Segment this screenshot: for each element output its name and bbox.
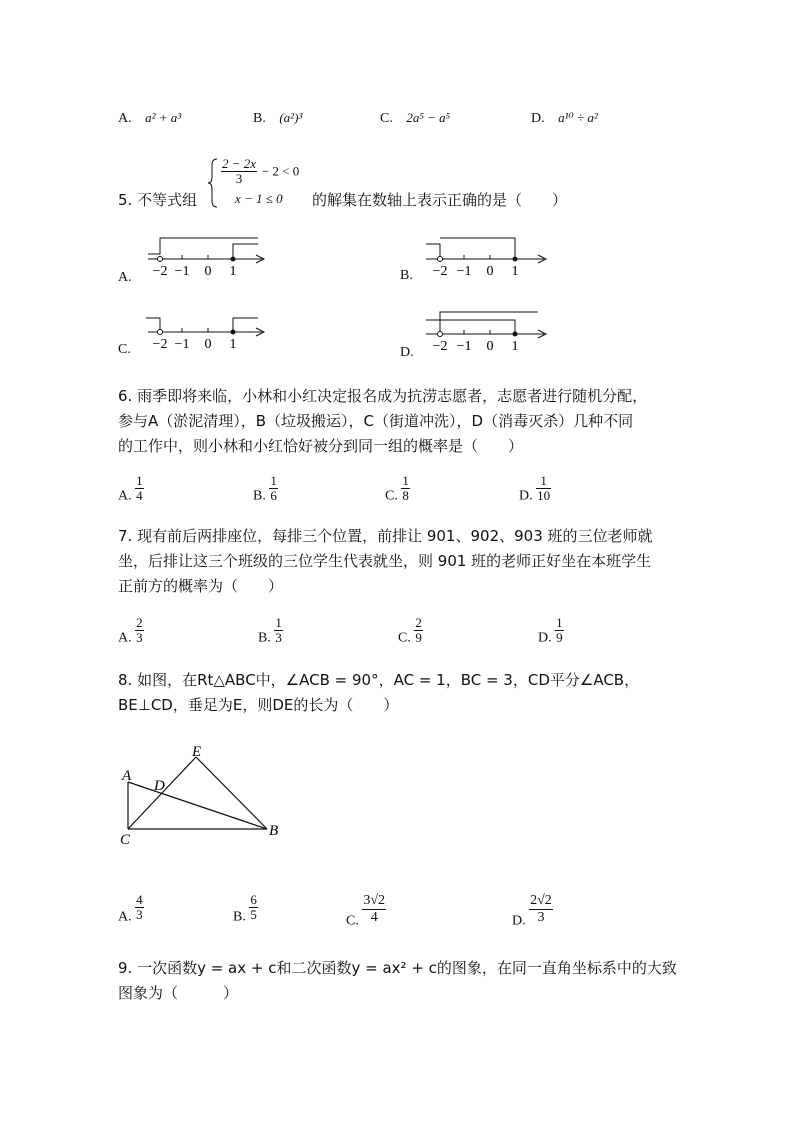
numerator: 1 xyxy=(402,473,409,488)
q4-option-b[interactable] xyxy=(253,110,302,127)
numerator: 2 xyxy=(415,615,422,630)
q7-option-b[interactable] xyxy=(258,616,283,647)
option-label: B. xyxy=(253,488,266,504)
brace-icon xyxy=(207,157,219,209)
q4-option-d[interactable] xyxy=(531,110,598,127)
option-label: D. xyxy=(519,488,533,504)
denominator: 3 xyxy=(537,910,545,925)
numerator: 6 xyxy=(250,892,257,907)
point-label-a: A xyxy=(122,768,132,784)
q6-option-b[interactable] xyxy=(253,474,278,505)
q5-option-a-label[interactable]: A. xyxy=(118,270,132,285)
option-expression: a² + a³ xyxy=(145,110,182,125)
q4-option-a[interactable] xyxy=(118,110,181,127)
tick-label: 0 xyxy=(486,264,494,279)
numerator: 2 xyxy=(136,615,143,630)
tick-label: 1 xyxy=(229,337,237,352)
numerator: 1 xyxy=(136,473,143,488)
option-label: C. xyxy=(385,488,398,504)
q7-line-3: 正前方的概率为（ ） xyxy=(118,577,284,595)
ineq1-fraction xyxy=(221,157,257,186)
tick-label: −1 xyxy=(456,339,472,354)
denominator: 10 xyxy=(537,488,551,503)
option-label: A. xyxy=(118,111,132,126)
ineq2: x − 1 ≤ 0 xyxy=(235,191,283,206)
numerator: 2√2 xyxy=(530,893,552,908)
q5-number-line-d[interactable] xyxy=(418,308,552,354)
q5-option-b-label[interactable]: B. xyxy=(400,268,413,283)
q8-option-d[interactable] xyxy=(512,893,553,930)
q6-line-3: 的工作中，则小林和小红恰好被分到同一组的概率是（ ） xyxy=(118,437,524,455)
point-label-d: D xyxy=(154,778,165,794)
q7-option-a[interactable] xyxy=(118,616,144,647)
ineq1-numerator: 2 − 2x xyxy=(222,156,257,171)
q8-triangle-figure xyxy=(112,740,292,852)
tick-label: −2 xyxy=(432,264,448,279)
numerator: 1 xyxy=(556,615,563,630)
q7-line-1: 7. 现有前后两排座位，每排三个位置，前排让 901、902、903 班的三位老师就 xyxy=(118,527,653,545)
tick-label: 0 xyxy=(204,264,212,279)
ineq1-denominator: 3 xyxy=(235,171,243,186)
denominator: 8 xyxy=(402,488,409,503)
tick-label: −1 xyxy=(456,264,472,279)
tick-label: 1 xyxy=(511,339,519,354)
q6-option-a[interactable] xyxy=(118,474,144,505)
q8-line-1: 8. 如图，在Rt△ABC中，∠ACB = 90°，AC = 1，BC = 3，CD平分∠ACB， xyxy=(118,671,640,689)
q8-option-c[interactable] xyxy=(346,893,386,930)
q4-option-c[interactable] xyxy=(380,110,450,127)
q7-option-d[interactable] xyxy=(538,616,564,647)
tick-label: −1 xyxy=(174,337,190,352)
option-expression: a¹⁰ ÷ a² xyxy=(558,110,598,125)
denominator: 3 xyxy=(136,907,143,922)
question-number: 5. xyxy=(118,191,133,209)
numerator: 3√2 xyxy=(363,893,386,908)
tick-label: −2 xyxy=(432,339,448,354)
option-label: B. xyxy=(233,909,246,925)
tick-label: 0 xyxy=(204,337,212,352)
option-label: D. xyxy=(512,913,526,929)
tick-label: −2 xyxy=(152,264,168,279)
option-label: A. xyxy=(118,909,132,925)
point-label-c: C xyxy=(120,832,131,848)
option-label: A. xyxy=(118,488,132,504)
question-text: 的解集在数轴上表示正确的是（ ） xyxy=(312,191,568,209)
tick-label: −1 xyxy=(174,264,190,279)
q7-line-2: 坐，后排让这三个班级的三位学生代表就坐，则 901 班的老师正好坐在本班学生 xyxy=(118,552,652,570)
question-text: 不等式组 xyxy=(137,191,198,209)
option-expression: (a²)³ xyxy=(279,110,303,125)
option-label: D. xyxy=(531,111,545,126)
point-label-b: B xyxy=(269,823,279,839)
tick-label: −2 xyxy=(152,337,168,352)
option-expression: 2a⁵ − a⁵ xyxy=(406,110,451,125)
q7-option-c[interactable] xyxy=(398,616,423,647)
ineq1-rest: − 2 < 0 xyxy=(261,163,300,179)
option-label: B. xyxy=(253,111,266,126)
numerator: 1 xyxy=(275,615,282,630)
denominator: 4 xyxy=(136,488,143,503)
numerator: 1 xyxy=(270,473,277,488)
denominator: 9 xyxy=(415,630,422,645)
q9-line-2: 图象为（ ） xyxy=(118,984,239,1002)
q8-option-a[interactable] xyxy=(118,893,144,926)
q5-number-line-c[interactable] xyxy=(140,310,270,354)
q5-option-d-label[interactable]: D. xyxy=(400,345,414,360)
q5-number-and-lead xyxy=(118,188,197,213)
denominator: 6 xyxy=(270,488,277,503)
option-label: C. xyxy=(380,111,393,126)
denominator: 3 xyxy=(136,630,143,645)
q8-line-2: BE⊥CD，垂足为E，则DE的长为（ ） xyxy=(118,696,399,714)
option-label: A. xyxy=(118,630,132,646)
q6-option-d[interactable] xyxy=(519,474,551,505)
q8-option-b[interactable] xyxy=(233,893,258,926)
option-label: D. xyxy=(538,630,552,646)
denominator: 4 xyxy=(370,910,378,925)
q6-line-1: 6. 雨季即将来临，小林和小红决定报名成为抗涝志愿者，志愿者进行随机分配， xyxy=(118,387,648,405)
option-label: C. xyxy=(398,630,411,646)
tick-label: 1 xyxy=(229,264,237,279)
inequality-system xyxy=(207,157,307,209)
q6-option-c[interactable] xyxy=(385,474,410,505)
point-label-e: E xyxy=(192,744,202,760)
denominator: 3 xyxy=(275,630,282,645)
q6-line-2: 参与A（淤泥清理），B（垃圾搬运），C（街道冲洗），D（消毒灭杀）几种不同 xyxy=(118,412,634,430)
q5-number-line-a[interactable] xyxy=(140,234,270,280)
tick-label: 1 xyxy=(511,264,519,279)
tick-label: 0 xyxy=(486,339,494,354)
q5-number-line-b[interactable] xyxy=(418,234,552,280)
numerator: 1 xyxy=(536,474,551,489)
option-label: B. xyxy=(258,630,271,646)
q9-line-1: 9. 一次函数y = ax + c和二次函数y = ax² + c的图象，在同一直角坐标系中的大致 xyxy=(118,959,677,977)
denominator: 9 xyxy=(556,630,563,645)
option-label: C. xyxy=(346,913,359,929)
denominator: 5 xyxy=(250,907,257,922)
q5-option-c-label[interactable]: C. xyxy=(118,342,131,357)
numerator: 4 xyxy=(136,892,143,907)
